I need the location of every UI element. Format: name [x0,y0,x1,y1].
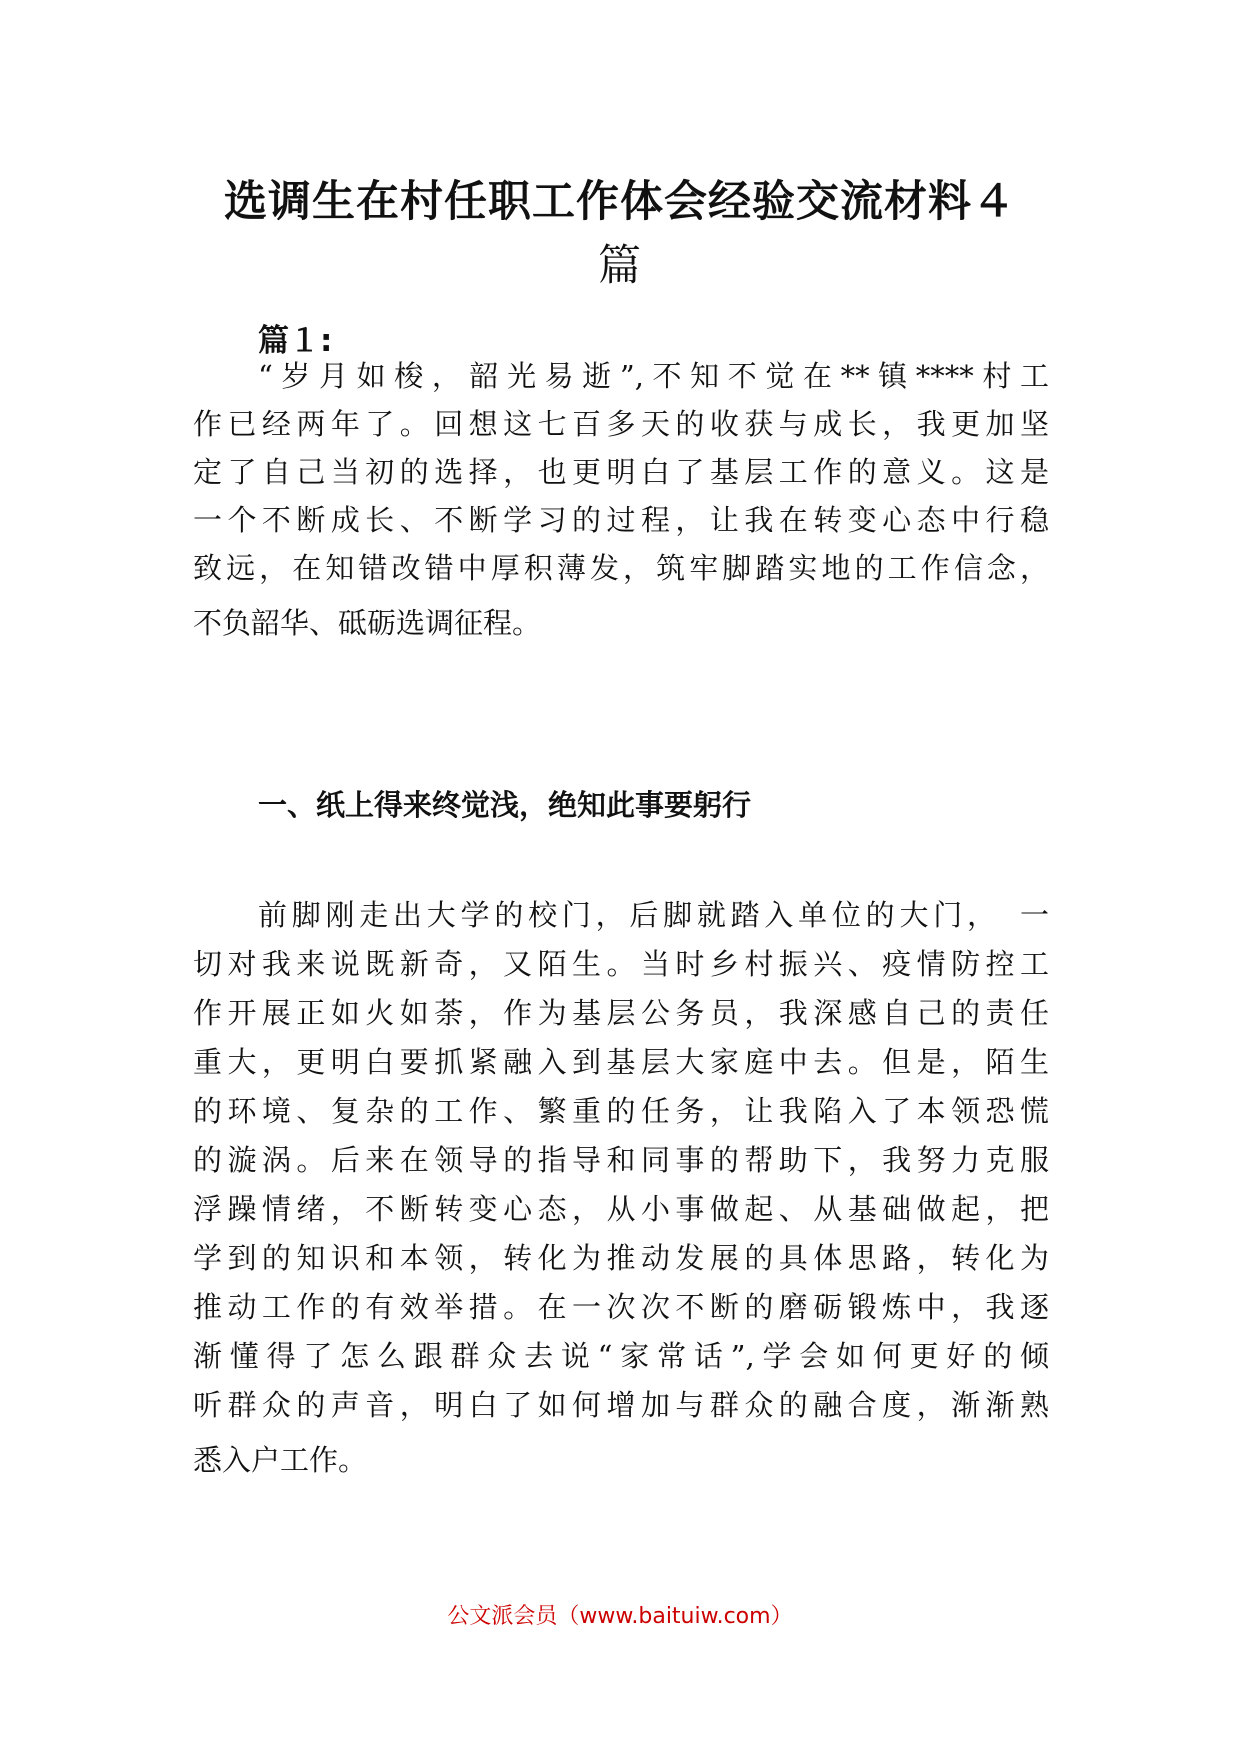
paragraph2-line: 的漩涡。后来在领导的指导和同事的帮助下，我努力克服 [193,1143,1049,1177]
paragraph2-line: 学到的知识和本领，转化为推动发展的具体思路，转化为 [193,1241,1049,1275]
paragraph1-line: 作已经两年了。回想这七百多天的收获与成长，我更加坚 [193,407,1049,441]
paragraph2-line: 的环境、复杂的工作、繁重的任务，让我陷入了本领恐慌 [193,1094,1049,1128]
paragraph2-line: 推动工作的有效举措。在一次次不断的磨砺锻炼中，我逐 [193,1290,1049,1324]
paragraph2-line: 渐懂得了怎么跟群众去说“家常话”,学会如何更好的倾 [193,1339,1049,1373]
paragraph2-line: 切对我来说既新奇，又陌生。当时乡村振兴、疫情防控工 [193,947,1049,981]
paragraph2-line: 前脚刚走出大学的校门，后脚就踏入单位的大门， 一 [258,898,1049,932]
paragraph1-line: “岁月如梭，韶光易逝”,不知不觉在**镇****村工 [258,359,1049,393]
footer-watermark-link[interactable]: 公文派会员（www.baituiw.com） [447,1604,793,1629]
paragraph1-line: 致远，在知错改错中厚积薄发，筑牢脚踏实地的工作信念， [193,551,1049,585]
paragraph2-line: 浮躁情绪，不断转变心态，从小事做起、从基础做起，把 [193,1192,1049,1226]
paragraph1-line: 不负韶华、砥砺选调征程。 [193,606,542,640]
paragraph2-line: 听群众的声音，明白了如何增加与群众的融合度，渐渐熟 [193,1388,1049,1422]
paragraph1-line: 定了自己当初的选择，也更明白了基层工作的意义。这是 [193,455,1049,489]
document-title-continuation: 篇 [598,241,642,291]
document-title: 选调生在村任职工作体会经验交流材料４ [224,177,1016,227]
paragraph2-line: 作开展正如火如荼，作为基层公务员，我深感自己的责任 [193,996,1049,1030]
paragraph1-line: 一个不断成长、不断学习的过程，让我在转变心态中行稳 [193,503,1049,537]
section-label: 篇１: [258,323,333,359]
section-heading: 一、纸上得来终觉浅，绝知此事要躬行 [258,788,752,822]
paragraph2-line: 悉入户工作。 [193,1443,368,1477]
paragraph2-line: 重大，更明白要抓紧融入到基层大家庭中去。但是，陌生 [193,1045,1049,1079]
